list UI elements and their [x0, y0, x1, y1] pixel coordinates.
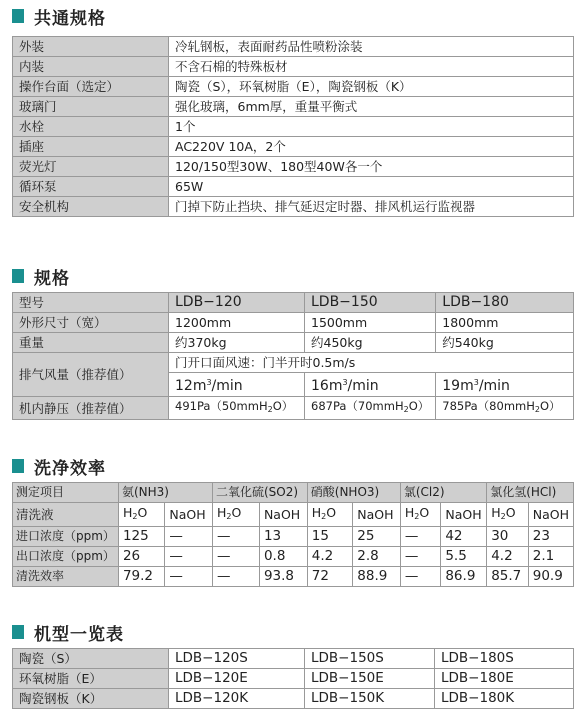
row-label: 陶瓷（S）	[13, 649, 169, 669]
table-cell: 1个	[169, 117, 574, 137]
table-header-cell: LDB−150	[305, 293, 436, 313]
table-cell: —	[165, 527, 213, 547]
subscript: 2	[414, 512, 420, 521]
table-header-cell: LDB−180	[436, 293, 574, 313]
table-header-cell: 测定项目	[13, 483, 119, 503]
table-cell	[118, 503, 164, 527]
row-label: 清洗液	[13, 503, 119, 527]
subscript: 2	[534, 405, 540, 414]
row-label: 出口浓度（ppm）	[13, 547, 119, 567]
section-title: 规格	[34, 268, 70, 289]
table-row	[13, 483, 574, 503]
table-cell	[305, 397, 436, 420]
section-marker	[12, 9, 24, 23]
row-label: 外装	[13, 37, 169, 57]
table-header-cell: 二氧化硫(SO2)	[212, 483, 307, 503]
value-text: O）	[408, 399, 430, 413]
table-cell: 约370kg	[169, 333, 305, 353]
table-cell: —	[212, 527, 259, 547]
models-table	[12, 648, 574, 709]
table-cell: 约540kg	[436, 333, 574, 353]
table-cell: 72	[307, 567, 353, 587]
table-row	[13, 157, 574, 177]
unit-text: /min	[478, 378, 510, 394]
unit-text: /min	[347, 378, 379, 394]
table-row	[13, 689, 574, 709]
table-row	[13, 77, 574, 97]
table-row	[13, 527, 574, 547]
unit-text: /min	[211, 378, 243, 394]
table-header-cell: 氨(NH3)	[118, 483, 212, 503]
table-cell: LDB−120E	[169, 669, 305, 689]
table-cell: 0.8	[259, 547, 307, 567]
section-marker	[12, 269, 24, 283]
table-cell: 42	[441, 527, 487, 547]
table-cell: 23	[528, 527, 573, 547]
table-cell: —	[165, 547, 213, 567]
value-text: 16m	[311, 378, 343, 394]
value-text: O	[505, 505, 516, 520]
table-cell: 1800mm	[436, 313, 574, 333]
table-cell: 86.9	[441, 567, 487, 587]
row-label: 安全机构	[13, 197, 169, 217]
table-cell: —	[400, 567, 441, 587]
value-text: O	[137, 505, 148, 520]
wash-table	[12, 482, 574, 587]
value-text: O）	[539, 399, 561, 413]
table-cell	[169, 373, 305, 397]
row-label: 玻璃门	[13, 97, 169, 117]
table-cell: LDB−120K	[169, 689, 305, 709]
row-label: 清洗效率	[13, 567, 119, 587]
table-cell: LDB−150S	[305, 649, 435, 669]
value-text: H	[311, 505, 322, 520]
value-text: H	[491, 505, 501, 520]
row-label: 陶瓷钢板（K）	[13, 689, 169, 709]
row-label: 操作台面（选定）	[13, 77, 169, 97]
section-spec-title	[12, 266, 70, 289]
table-cell: 26	[118, 547, 164, 567]
table-cell: 15	[307, 527, 353, 547]
section-wash-title	[12, 456, 106, 479]
table-row	[13, 567, 574, 587]
table-cell: 120/150型30W、180型40W各一个	[169, 157, 574, 177]
value-text: H	[404, 505, 415, 520]
table-cell: 125	[118, 527, 164, 547]
section-title: 洗净效率	[34, 458, 106, 479]
table-cell: NaOH	[259, 503, 307, 527]
table-header-cell: 硝酸(NHO3)	[307, 483, 400, 503]
table-cell: 25	[353, 527, 401, 547]
table-header-cell: 型号	[13, 293, 169, 313]
table-cell: NaOH	[165, 503, 213, 527]
table-row	[13, 333, 574, 353]
table-cell: 79.2	[118, 567, 164, 587]
table-cell	[307, 503, 353, 527]
common-spec-table	[12, 36, 574, 217]
table-row	[13, 649, 574, 669]
superscript: 3	[206, 378, 212, 387]
table-header-cell: 氯(Cl2)	[400, 483, 486, 503]
table-cell: —	[212, 547, 259, 567]
table-cell: —	[165, 567, 213, 587]
table-cell: 2.1	[528, 547, 573, 567]
value-text: 785Pa（80mmH	[442, 399, 535, 413]
table-cell: 5.5	[441, 547, 487, 567]
table-cell: —	[400, 527, 441, 547]
row-label: 机内静压（推荐值）	[13, 397, 169, 420]
superscript: 3	[342, 378, 348, 387]
table-cell: 30	[487, 527, 529, 547]
section-common-title	[12, 6, 106, 29]
table-cell: —	[400, 547, 441, 567]
value-text: O）	[272, 399, 294, 413]
section-title: 共通规格	[34, 8, 106, 29]
table-cell: 门开口面风速：门半开时0.5m/s	[169, 353, 574, 373]
table-cell: 2.8	[353, 547, 401, 567]
section-title: 机型一览表	[34, 624, 124, 645]
value-text: H	[216, 505, 227, 520]
table-cell	[436, 373, 574, 397]
table-cell: 13	[259, 527, 307, 547]
table-cell: AC220V 10A，2个	[169, 137, 574, 157]
section-marker	[12, 625, 24, 639]
row-label: 重量	[13, 333, 169, 353]
table-row	[13, 97, 574, 117]
table-cell: 90.9	[528, 567, 573, 587]
table-cell: 门掉下防止挡块、排气延迟定时器、排风机运行监视器	[169, 197, 574, 217]
table-row	[13, 37, 574, 57]
table-cell: 93.8	[259, 567, 307, 587]
table-header-cell: LDB−120	[169, 293, 305, 313]
row-label: 进口浓度（ppm）	[13, 527, 119, 547]
table-cell: LDB−180E	[435, 669, 574, 689]
table-cell: 约450kg	[305, 333, 436, 353]
table-cell: 65W	[169, 177, 574, 197]
value-text: O	[419, 505, 430, 520]
table-cell: LDB−180K	[435, 689, 574, 709]
subscript: 2	[132, 512, 138, 521]
subscript: 2	[403, 405, 409, 414]
value-text: O	[326, 505, 337, 520]
section-marker	[12, 459, 24, 473]
table-row	[13, 547, 574, 567]
table-cell	[400, 503, 441, 527]
value-text: H	[122, 505, 133, 520]
table-cell: NaOH	[441, 503, 487, 527]
value-text: 12m	[175, 378, 207, 394]
table-cell: 4.2	[487, 547, 529, 567]
subscript: 2	[226, 512, 232, 521]
subscript: 2	[267, 405, 273, 414]
table-cell: LDB−120S	[169, 649, 305, 669]
table-row	[13, 397, 574, 420]
row-label: 荧光灯	[13, 157, 169, 177]
table-cell: 陶瓷（S），环氧树脂（E），陶瓷钢板（K）	[169, 77, 574, 97]
table-cell: NaOH	[528, 503, 573, 527]
row-label: 内装	[13, 57, 169, 77]
table-cell: 冷轧钢板，表面耐药品性喷粉涂装	[169, 37, 574, 57]
table-cell: 1500mm	[305, 313, 436, 333]
table-header-cell: 氯化氢(HCl)	[487, 483, 574, 503]
superscript: 3	[473, 378, 479, 387]
table-row	[13, 137, 574, 157]
row-label: 环氧树脂（E）	[13, 669, 169, 689]
table-cell: —	[212, 567, 259, 587]
table-row	[13, 57, 574, 77]
row-label: 插座	[13, 137, 169, 157]
table-row	[13, 503, 574, 527]
value-text: O	[231, 505, 242, 520]
table-row	[13, 293, 574, 313]
table-cell	[305, 373, 436, 397]
table-cell: LDB−150E	[305, 669, 435, 689]
table-cell	[212, 503, 259, 527]
table-cell: LDB−150K	[305, 689, 435, 709]
row-label: 排气风量（推荐值）	[13, 353, 169, 397]
table-cell: 强化玻璃，6mm厚，重量平衡式	[169, 97, 574, 117]
table-row	[13, 353, 574, 373]
table-cell: 85.7	[487, 567, 529, 587]
table-cell: 88.9	[353, 567, 401, 587]
table-row	[13, 117, 574, 137]
table-cell: 4.2	[307, 547, 353, 567]
table-row	[13, 197, 574, 217]
table-row	[13, 177, 574, 197]
subscript: 2	[500, 512, 506, 521]
section-models-title	[12, 622, 124, 645]
table-cell	[487, 503, 529, 527]
row-label: 水栓	[13, 117, 169, 137]
value-text: 491Pa（50mmH	[175, 399, 268, 413]
table-cell: NaOH	[353, 503, 401, 527]
table-cell: 不含石棉的特殊板材	[169, 57, 574, 77]
table-cell	[436, 397, 574, 420]
subscript: 2	[321, 512, 327, 521]
spec-table	[12, 292, 574, 420]
table-row	[13, 313, 574, 333]
table-row	[13, 669, 574, 689]
table-cell: LDB−180S	[435, 649, 574, 669]
table-cell: 1200mm	[169, 313, 305, 333]
value-text: 687Pa（70mmH	[311, 399, 404, 413]
row-label: 外形尺寸（宽）	[13, 313, 169, 333]
table-cell	[169, 397, 305, 420]
row-label: 循环泵	[13, 177, 169, 197]
value-text: 19m	[442, 378, 474, 394]
